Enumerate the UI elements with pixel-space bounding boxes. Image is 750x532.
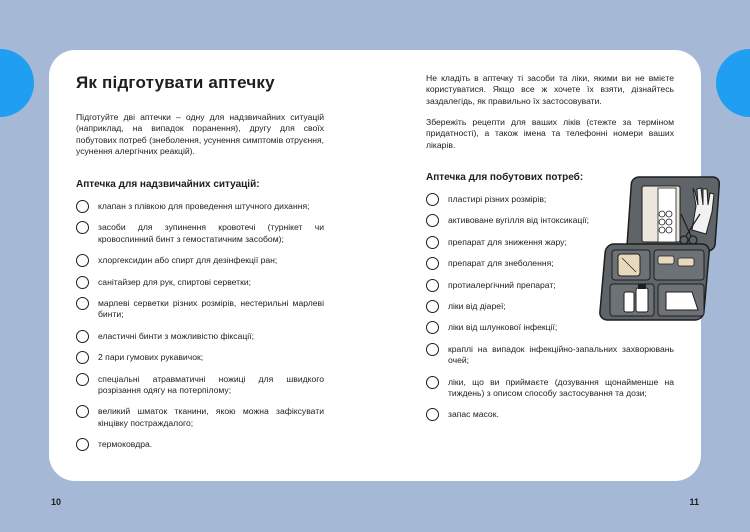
first-aid-kit-icon (598, 174, 724, 322)
checklist-item (76, 439, 324, 450)
checklist-item (76, 298, 324, 321)
checklist-item-text: 2 пари гумових рукавичок; (98, 352, 204, 363)
checkbox-circle-icon[interactable] (426, 376, 439, 389)
checklist-item (76, 255, 324, 266)
checklist-item-text: клапан з плівкою для проведення штучного дихання; (98, 201, 310, 211)
checklist-item-text: марлеві серветки різних розмірів, нестерильні марлеві бинти; (98, 298, 324, 320)
emergency-kit-list (76, 201, 324, 461)
checkbox-circle-icon[interactable] (426, 300, 439, 313)
checklist-item-text: краплі на випадок інфекційно-запальних захворювань очей; (448, 343, 674, 366)
intro-paragraph: Підготуйте дві аптечки – одну для надзвичайних ситуацій (наприклад, на випадок поранення), другу для своїх побутових потреб (знеболення, усунення симптомів отруєння, усунення алергічних реакцій). (76, 112, 324, 157)
checkbox-circle-icon[interactable] (76, 297, 89, 310)
right-paragraph-2: Збережіть рецепти для ваших ліків (стежте за терміном придатності), а також імена та телефонні номери ваших лікарів. (426, 117, 674, 150)
checkbox-circle-icon[interactable] (76, 438, 89, 451)
checklist-item-text: спеціальні атравматичні ножиці для швидкого розрізання одягу на потерпілому; (98, 373, 324, 396)
checklist-item (426, 377, 674, 400)
checkbox-circle-icon[interactable] (76, 405, 89, 418)
checklist-item-text: хлоргексидин або спирт для дезінфекції ран; (98, 255, 278, 266)
decorative-circle-left (0, 49, 34, 117)
checkbox-circle-icon[interactable] (76, 200, 89, 213)
checkbox-circle-icon[interactable] (76, 373, 89, 386)
page-number-left: 10 (51, 497, 62, 507)
checklist-item-text: активоване вугілля від інтоксикації; (448, 215, 590, 226)
checklist-item-text: великий шматок тканини, якою можна зафіксувати кінцівку постраждалого; (98, 406, 324, 428)
checkbox-circle-icon[interactable] (76, 351, 89, 364)
decorative-circle-right (716, 49, 750, 117)
checklist-item (76, 222, 324, 245)
checklist-item (426, 409, 674, 420)
checklist-item (76, 352, 324, 363)
checkbox-circle-icon[interactable] (76, 276, 89, 289)
checkbox-circle-icon[interactable] (76, 221, 89, 234)
checklist-item-text: протиалергічний препарат; (448, 279, 556, 290)
checklist-item-text: термоковдра. (98, 439, 153, 450)
checklist-item (76, 406, 324, 429)
checklist-item-text: засоби для зупинення кровотечі (турнікет чи кровоспинний бинт з гемостатичним засобом); (98, 222, 324, 244)
checkbox-circle-icon[interactable] (426, 321, 439, 334)
checklist-item (426, 344, 674, 367)
checkbox-circle-icon[interactable] (76, 254, 89, 267)
checklist-item-text: еластичні бинти з можливістю фіксації; (98, 330, 254, 341)
checklist-item (76, 374, 324, 397)
checklist-item (76, 331, 324, 342)
checkbox-circle-icon[interactable] (426, 236, 439, 249)
checklist-item-text: ліки від діареї; (448, 301, 506, 312)
checklist-item (426, 322, 674, 333)
right-paragraph-1: Не кладіть в аптечку ті засоби та ліки, якими ви не вмієте користуватися. Якщо все ж хочете їх взяти, дізнайтесь заздалегідь, як правильно їх застосовувати. (426, 73, 674, 106)
daily-kit-heading: Аптечка для побутових потреб: (426, 172, 584, 183)
checklist-item-text: санітайзер для рук, спиртові серветки; (98, 276, 252, 287)
checkbox-circle-icon[interactable] (426, 257, 439, 270)
checklist-item-text: препарат для знеболення; (448, 258, 554, 269)
checklist-item-text: препарат для зниження жару; (448, 236, 567, 247)
emergency-kit-heading: Аптечка для надзвичайних ситуацій: (76, 179, 260, 190)
checklist-item-text: пластирі різних розмірів; (448, 194, 547, 204)
page-number-right: 11 (689, 497, 699, 507)
checklist-item (76, 201, 324, 212)
checklist-item (76, 277, 324, 288)
checkbox-circle-icon[interactable] (426, 279, 439, 292)
checkbox-circle-icon[interactable] (426, 193, 439, 206)
checkbox-circle-icon[interactable] (76, 330, 89, 343)
checklist-item-text: запас масок. (448, 409, 499, 420)
checklist-item-text: ліки від шлункової інфекції; (448, 322, 558, 333)
page-title: Як підготувати аптечку (76, 73, 275, 92)
checklist-item-text: ліки, що ви приймаєте (дозування щонайменше на тиждень) з описом способу застосування та дози; (448, 376, 674, 399)
checkbox-circle-icon[interactable] (426, 408, 439, 421)
checkbox-circle-icon[interactable] (426, 214, 439, 227)
checkbox-circle-icon[interactable] (426, 343, 439, 356)
